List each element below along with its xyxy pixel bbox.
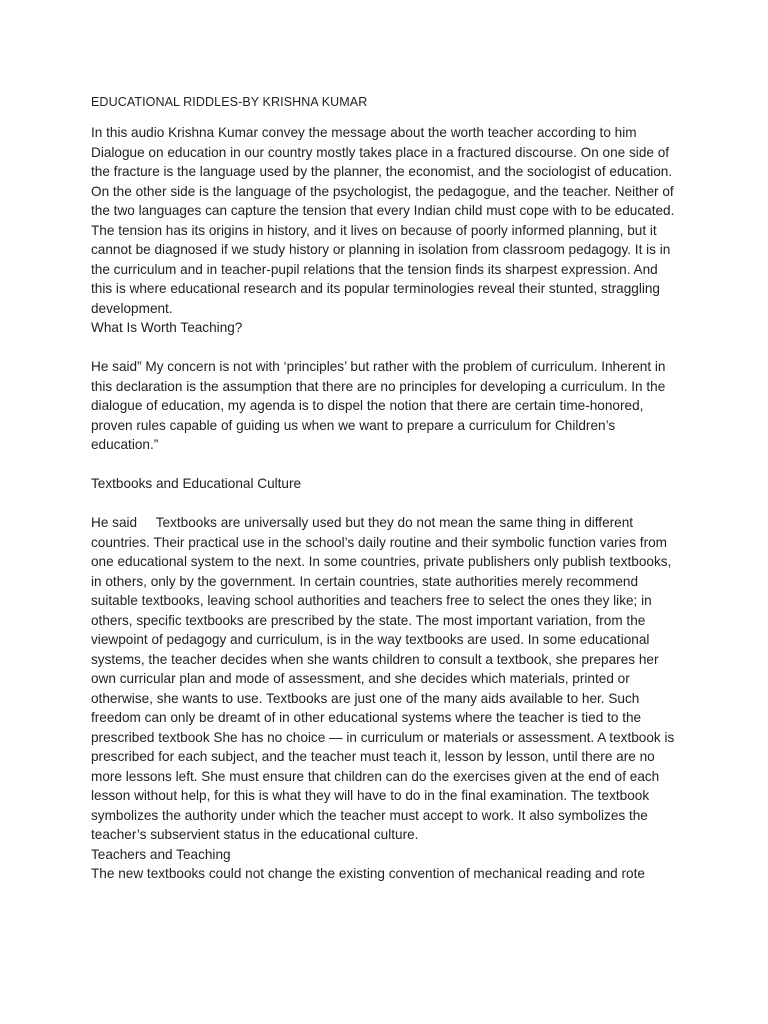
heading-worth-teaching: What Is Worth Teaching? — [91, 320, 243, 335]
document-page — [91, 92, 681, 884]
paragraph-spacer — [91, 338, 681, 358]
textbooks-paragraph — [91, 513, 681, 845]
paragraph-spacer — [91, 494, 681, 514]
intro-paragraph: In this audio Krishna Kumar convey the message about the worth teacher according to him Dialogue on education in our country mostly takes place in a fractured discourse. On one side of the fracture is the language used by the planner, the economist, and the sociologist of education. On the other side is the language of the psychologist, the pedagogue, and the teacher. Neither of the two languages can capture the tension that every Indian child must cope with to be educated. The tension has its origins in history, and it lives on because of poorly informed planning, but it cannot be diagnosed if we study history or planning in isolation from classroom pedagogy. It is in the curriculum and in teacher-pupil relations that the tension finds its sharpest expression. And this is where educational research and its popular terminologies reveal their stunted, straggling development. — [91, 125, 675, 316]
document-title: EDUCATIONAL RIDDLES-BY KRISHNA KUMAR — [91, 95, 368, 109]
textbooks-body: Textbooks are universally used but they do not mean the same thing in different countries. Their practical use in the school’s daily routine and their symbolic function varies from one educational system to the next. In some countries, private publishers only publish textbooks, in others, only by the government. In certain countries, state authorities merely recommend suitable textbooks, leaving school authorities and teachers free to select the ones they like; in others, specific textbooks are prescribed by the state. The most important variation, from the viewpoint of pedagogy and curriculum, is in the way textbooks are used. In some educational systems, the teacher decides when she wants children to consult a textbook, she prepares her own curricular plan and mode of assessment, and she decides which materials, printed or otherwise, she wants to use. Textbooks are just one of the many aids available to her. Such freedom can only be dreamt of in other educational systems where the teacher is tied to the prescribed textbook She has no choice — in curriculum or materials or assessment. A textbook is prescribed for each subject, and the teacher must teach it, lesson by lesson, until there are no more lessons left. She must ensure that children can do the exercises given at the end of each lesson without help, for this is what they will have to do in the final examination. The textbook symbolizes the authority under which the teacher must accept to work. It also symbolizes the teacher’s subservient status in the educational culture. — [91, 515, 675, 842]
heading-teachers: Teachers and Teaching — [91, 846, 231, 862]
paragraph-spacer — [91, 455, 681, 475]
heading-textbooks: Textbooks and Educational Culture — [91, 476, 302, 491]
textbooks-lead: He said — [91, 515, 156, 530]
teachers-paragraph: The new textbooks could not change the existing convention of mechanical reading and rote — [91, 866, 645, 881]
worth-teaching-paragraph: He said” My concern is not with ‘principles’ but rather with the problem of curriculum. Inherent in this declaration is the assumption that there are no principles for developing a curriculum. In the dialogue of education, my agenda is to dispel the notion that there are certain time-honored, proven rules capable of guiding us when we want to prepare a curriculum for Children’s education.” — [91, 359, 666, 452]
